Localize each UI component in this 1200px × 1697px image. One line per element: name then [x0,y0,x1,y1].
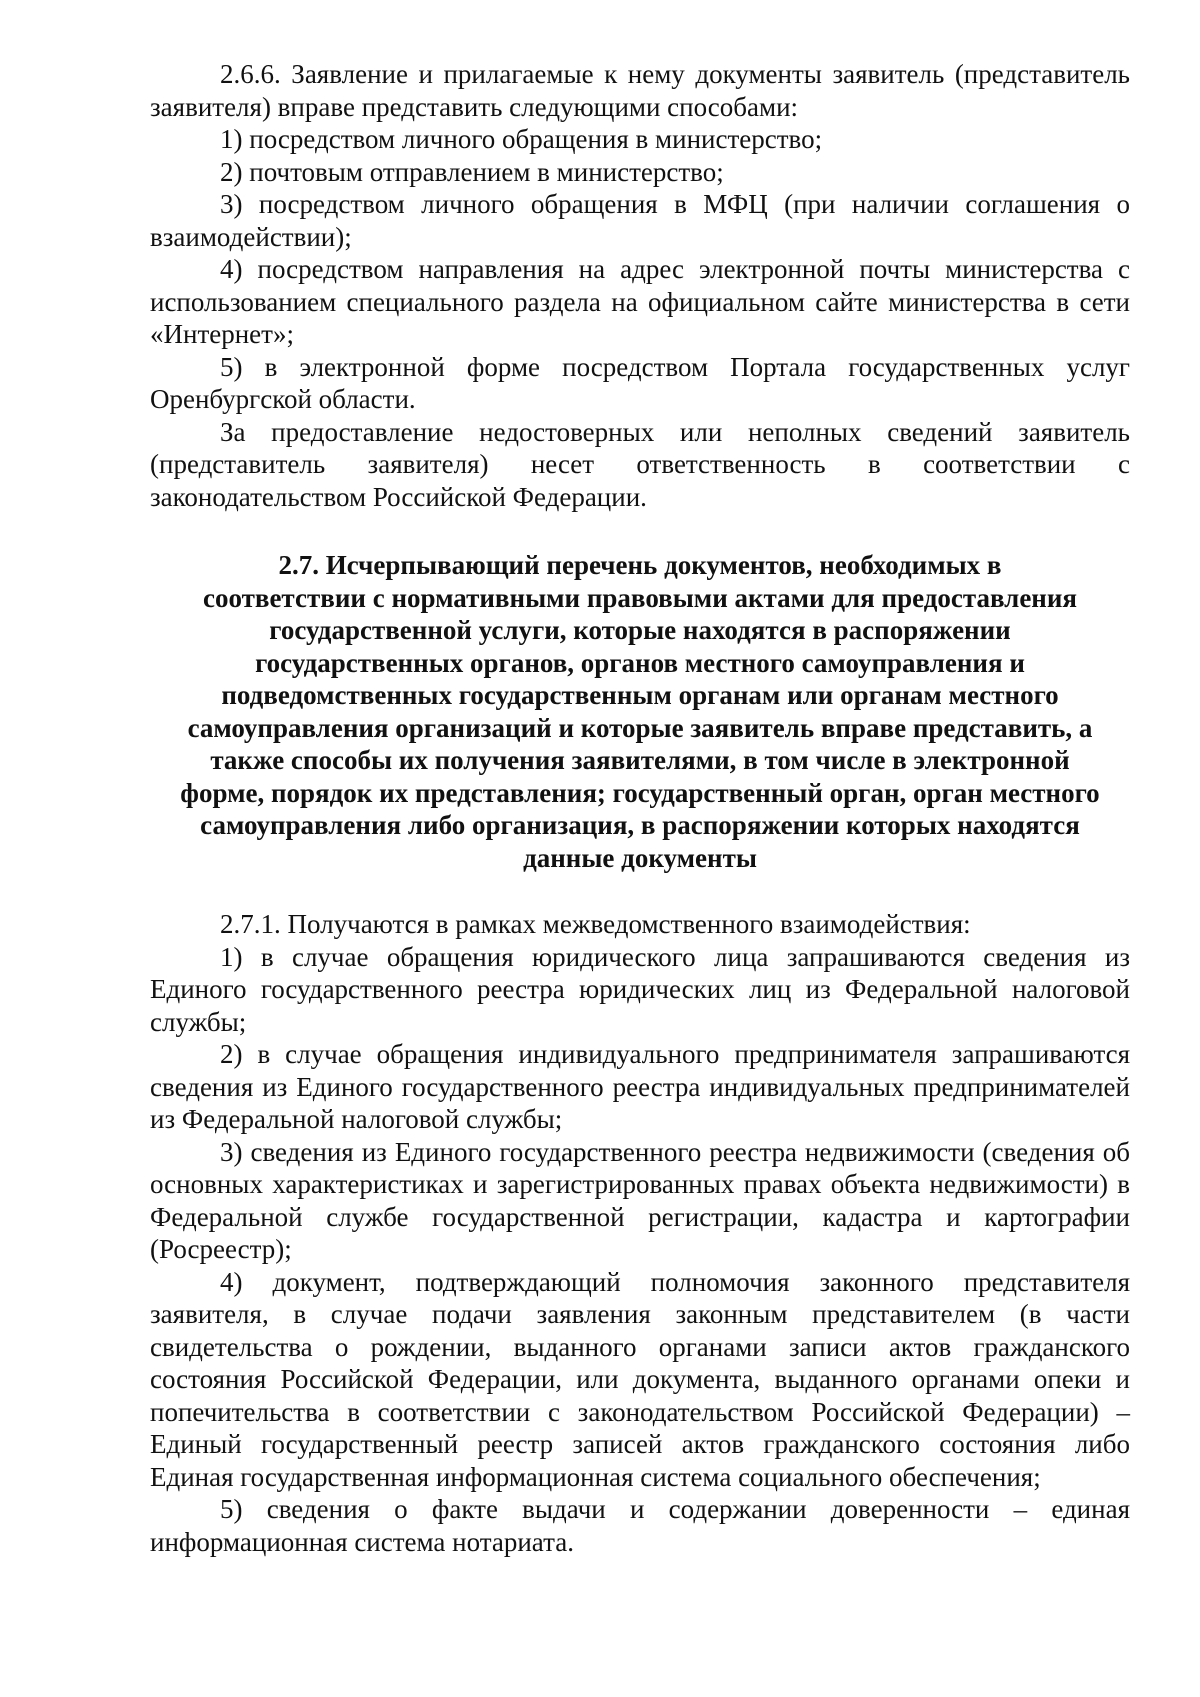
heading-line: соответствии с нормативными правовыми актами для предоставления [202,582,1078,613]
paragraph-2-7-1-intro: 2.7.1. Получаются в рамках межведомственного взаимодействия: [220,909,971,939]
paragraph-liability: За предоставление недостоверных или неполных сведений заявитель (представитель заявителя) несет ответственность в соответствии с законодательством Российской Федерации. [150,416,1130,512]
heading-line: данные документы [523,842,757,873]
list-item-interagency-5: 5) сведения о факте выдачи и содержании доверенности – единая информационная система нотариата. [150,1494,1130,1557]
list-item-submission-5: 5) в электронной форме посредством Портала государственных услуг Оренбургской области. [150,351,1130,414]
heading-line: подведомственных государственным органам или органам местного [221,680,1059,710]
paragraph-2-6-6-intro: 2.6.6. Заявление и прилагаемые к нему документы заявитель (представитель заявителя) вправе представить следующими способами: [150,59,1130,122]
list-item-interagency-2: 2) в случае обращения индивидуального предпринимателя запрашиваются сведения из Единого государственного реестра индивидуальных предпринимателей из Федеральной налоговой службы; [150,1039,1130,1134]
list-item-interagency-1: 1) в случае обращения юридического лица запрашиваются сведения из Единого государственного реестра юридических лиц из Федеральной налоговой службы; [150,941,1130,1037]
heading-line: государственных органов, органов местного самоуправления и [255,647,1025,678]
heading-line: самоуправления либо организация, в распоряжении которых находятся [200,810,1080,840]
list-item-submission-2: 2) почтовым отправлением в министерство; [220,156,724,187]
heading-line: самоуправления организаций и которые заявитель вправе представить, а [187,712,1093,743]
list-item-submission-4: 4) посредством направления на адрес электронной почты министерства с использованием специального раздела на официальном сайте министерства в сети «Интернет»; [150,254,1130,349]
heading-line: государственной услуги, которые находятся в распоряжении [269,615,1011,645]
document-page [150,58,1130,1558]
heading-line: форме, порядок их представления; государственный орган, орган местного [180,777,1100,808]
list-item-interagency-3: 3) сведения из Единого государственного реестра недвижимости (сведения об основных характеристиках и зарегистрированных правах объекта недвижимости) в Федеральной службе государственной регистрации, кадастра и картографии (Росреестр); [150,1136,1130,1264]
list-item-submission-3: 3) посредством личного обращения в МФЦ (при наличии соглашения о взаимодействии); [150,189,1130,252]
section-heading-2-7 [180,549,1100,874]
heading-line: 2.7. Исчерпывающий перечень документов, необходимых в [278,550,1002,580]
heading-line: также способы их получения заявителями, в том числе в электронной [210,745,1070,775]
list-item-interagency-4: 4) документ, подтверждающий полномочия законного представителя заявителя, в случае подачи заявления законным представителем (в части свидетельства о рождении, выданного органами записи актов гражданского состояния Российской Федерации, или документа, выданного органами опеки и попечительства в соответствии с законодательством Российской Федерации) – Единый государственный реестр записей актов гражданского состояния либо Единая государственная информационная система социального обеспечения; [150,1266,1130,1492]
list-item-submission-1: 1) посредством личного обращения в министерство; [220,124,823,154]
